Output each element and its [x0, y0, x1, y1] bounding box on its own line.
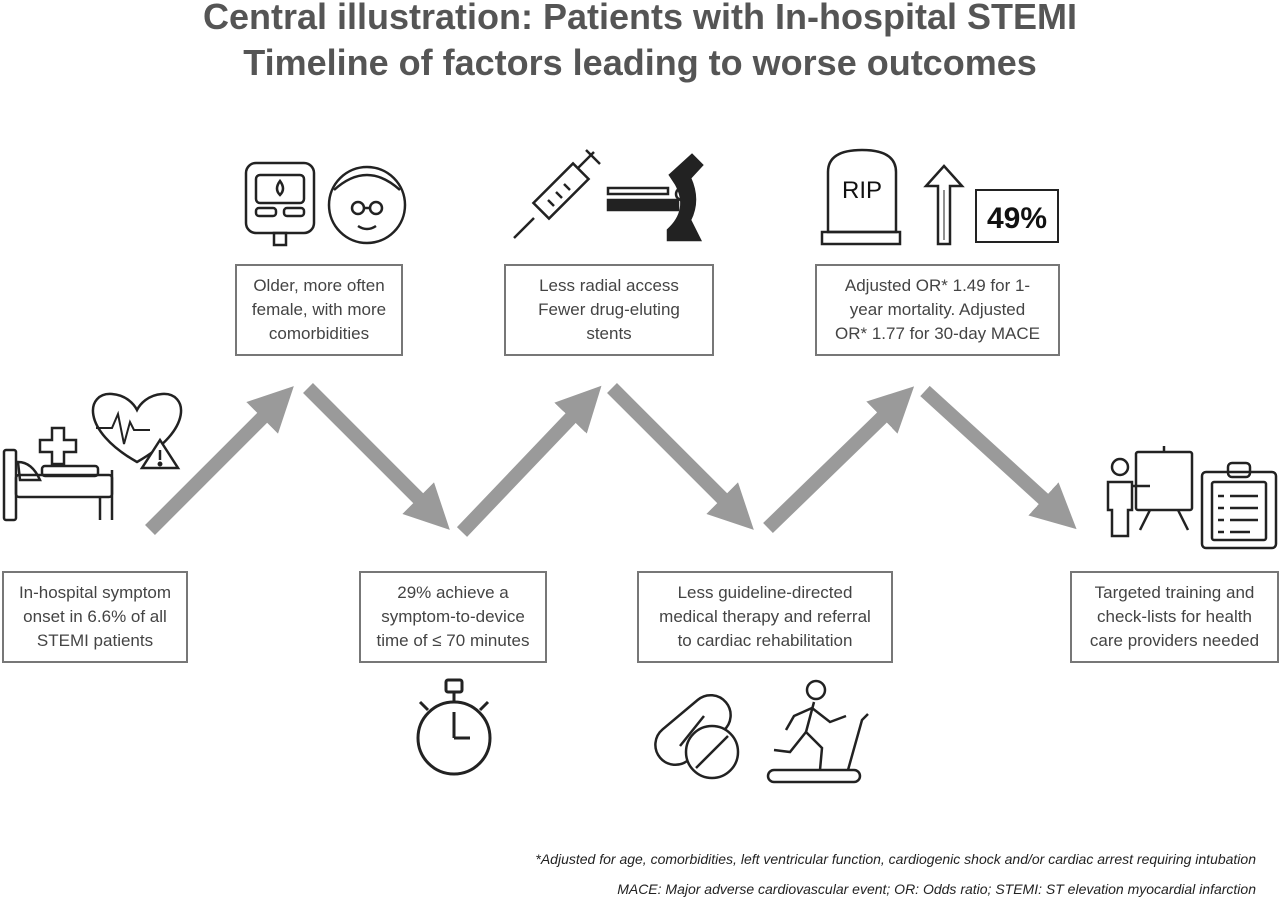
- treadmill-runner-icon: [768, 681, 868, 782]
- arrow-2-down: [308, 388, 434, 514]
- box-line: Older, more often: [253, 276, 385, 295]
- presenter-icon: [1108, 446, 1192, 536]
- warning-icon: [142, 440, 178, 468]
- box-adjusted-outcomes: [815, 264, 1060, 356]
- box-medical-therapy: [637, 571, 893, 663]
- footnote-abbreviations: MACE: Major adverse cardiovascular event; OR: Odds ratio; STEMI: ST elevation myocardial infarction: [617, 881, 1256, 897]
- box-line: care providers needed: [1089, 631, 1260, 650]
- box-line: time of ≤ 70 minutes: [376, 631, 530, 650]
- box-line: Targeted training and: [1094, 583, 1255, 602]
- box-line: comorbidities: [268, 324, 370, 343]
- percent-badge-text: 49%: [986, 202, 1048, 235]
- arrow-4-down: [612, 388, 738, 514]
- box-line: 29% achieve a: [397, 583, 509, 602]
- arrow-6-down: [925, 391, 1060, 514]
- hospital-bed-icon: [4, 450, 112, 520]
- title-line-2: Timeline of factors leading to worse outcomes: [243, 42, 1037, 83]
- box-line: Fewer drug-eluting: [538, 300, 680, 319]
- box-line: female, with more: [251, 300, 387, 319]
- box-targeted-training: [1070, 571, 1279, 663]
- box-line: Less guideline-directed: [677, 583, 853, 602]
- box-line: onset in 6.6% of all: [23, 607, 167, 626]
- title-line-1: Central illustration: Patients with In-hospital STEMI: [202, 0, 1078, 37]
- box-patient-characteristics: [235, 264, 403, 356]
- box-line: OR* 1.77 for 30-day MACE: [834, 324, 1041, 343]
- cath-lab-icon: [608, 155, 702, 240]
- syringe-icon: [514, 150, 600, 238]
- arrow-5-up: [768, 402, 898, 528]
- box-line: symptom-to-device: [381, 607, 525, 626]
- box-line: year mortality. Adjusted: [849, 300, 1026, 319]
- tombstone-icon: [822, 150, 900, 244]
- box-line: check-lists for health: [1097, 607, 1252, 626]
- up-arrow-icon: [926, 166, 962, 244]
- clipboard-checklist-icon: [1202, 463, 1276, 548]
- footnote-adjusted: *Adjusted for age, comorbidities, left ventricular function, cardiogenic shock and/or cardiac arrest requiring intubation: [535, 851, 1256, 867]
- medical-cross-icon: [40, 428, 76, 464]
- box-radial-access: [504, 264, 714, 356]
- box-line: medical therapy and referral: [659, 607, 871, 626]
- pills-icon: [647, 687, 739, 778]
- percent-badge-icon: [976, 190, 1058, 242]
- stopwatch-icon: [418, 680, 490, 774]
- box-in-hospital-onset: [2, 571, 188, 663]
- box-line: Less radial access: [539, 276, 679, 295]
- box-line: Adjusted OR* 1.49 for 1-: [844, 276, 1031, 295]
- arrow-3-up: [462, 402, 586, 532]
- box-line: to cardiac rehabilitation: [677, 631, 853, 650]
- box-line: In-hospital symptom: [18, 583, 172, 602]
- tombstone-text: RIP: [841, 177, 883, 204]
- box-line: STEMI patients: [36, 631, 154, 650]
- elderly-person-icon: [329, 167, 405, 243]
- glucometer-icon: [246, 163, 314, 245]
- timeline-arrows: [150, 388, 1060, 532]
- box-line: stents: [586, 324, 632, 343]
- box-symptom-to-device: [359, 571, 547, 663]
